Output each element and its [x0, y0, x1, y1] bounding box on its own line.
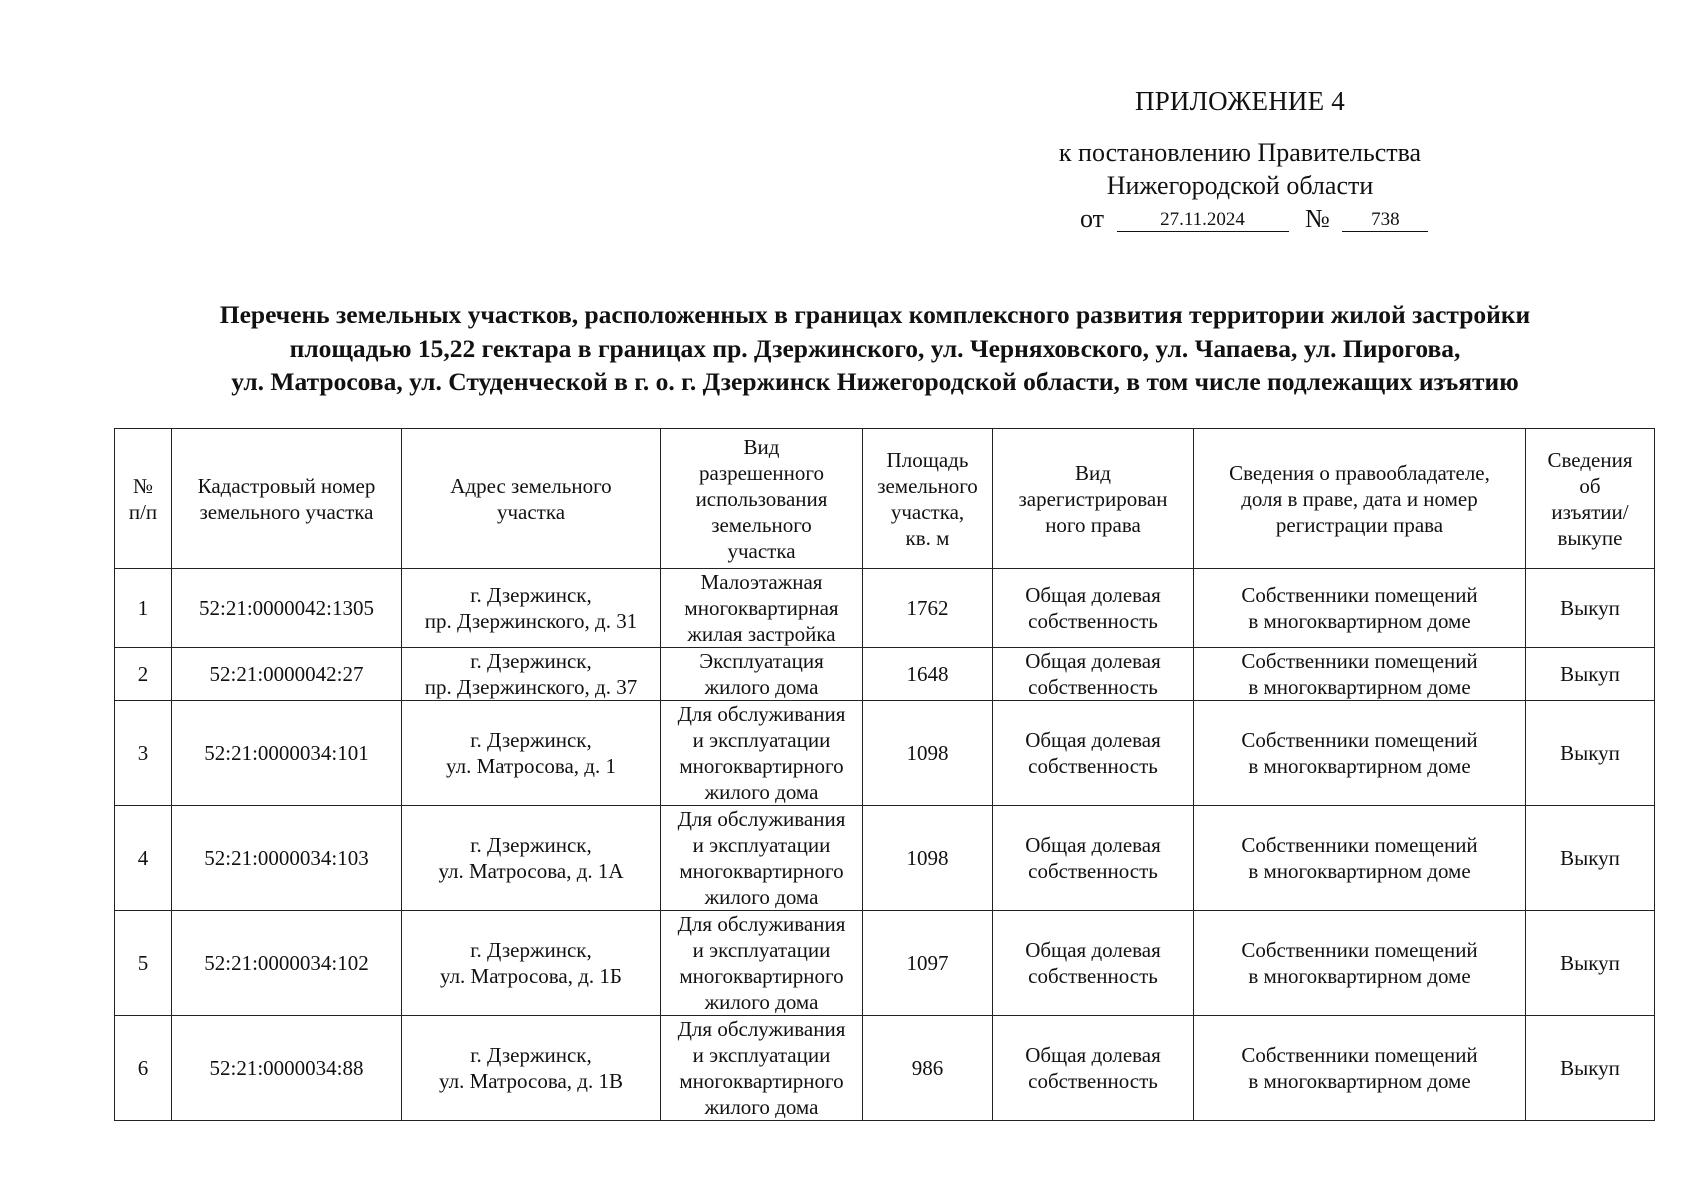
permitted-use-cell: [661, 1016, 863, 1121]
seizure-info-cell: Выкуп: [1526, 648, 1655, 701]
column-header-line: об: [1579, 473, 1601, 498]
cell-line: собственность: [1028, 675, 1158, 699]
table-row: [115, 569, 1655, 648]
right-type-cell: [993, 569, 1194, 648]
cell-line: Собственники помещений: [1241, 938, 1478, 962]
cadastral-number-cell: 52:21:0000042:27: [172, 648, 402, 701]
address-cell: [402, 648, 661, 701]
cell-line: в многоквартирном доме: [1248, 964, 1471, 988]
title-line-2: площадью 15,22 гектара в границах пр. Дзержинского, ул. Черняховского, ул. Чапаева, ул. Пирогова,: [289, 333, 1461, 363]
cell-line: Общая долевая: [1025, 728, 1161, 752]
cell-line: Общая долевая: [1025, 649, 1161, 673]
row-number-cell: 6: [115, 1016, 172, 1121]
cell-line: Общая долевая: [1025, 583, 1161, 607]
column-header-line: Площадь: [886, 447, 969, 472]
cell-line: жилая застройка: [687, 622, 836, 646]
column-header-line: регистрации права: [1275, 512, 1444, 537]
number-sign: №: [1305, 204, 1330, 233]
area-cell: 1762: [863, 569, 993, 648]
right-type-cell: [993, 1016, 1194, 1121]
right-type-cell: [993, 911, 1194, 1016]
decree-reference: [1000, 136, 1480, 202]
right-holder-cell: [1194, 701, 1526, 806]
column-header-line: доля в праве, дата и номер: [1241, 486, 1478, 511]
table-row: [115, 701, 1655, 806]
right-type-cell: [993, 648, 1194, 701]
right-type-cell: [993, 806, 1194, 911]
column-header-line: п/п: [128, 499, 158, 524]
column-header-line: Кадастровый номер: [197, 473, 376, 498]
row-number-cell: 2: [115, 648, 172, 701]
cell-line: г. Дзержинск,: [470, 728, 592, 752]
cell-line: г. Дзержинск,: [470, 938, 592, 962]
seizure-info-cell: Выкуп: [1526, 911, 1655, 1016]
area-cell: 1097: [863, 911, 993, 1016]
column-header-line: выкупе: [1557, 525, 1623, 550]
cell-line: Собственники помещений: [1241, 728, 1478, 752]
column-header-line: участка,: [890, 499, 965, 524]
cell-line: Собственники помещений: [1241, 833, 1478, 857]
cell-line: ул. Матросова, д. 1: [446, 754, 616, 778]
column-header-line: земельного: [877, 473, 978, 498]
cell-line: и эксплуатации: [692, 728, 831, 752]
cadastral-number-cell: 52:21:0000034:103: [172, 806, 402, 911]
cell-line: многоквартирная: [684, 596, 839, 620]
column-header-address: [402, 429, 661, 569]
column-header-line: участка: [496, 499, 566, 524]
cell-line: и эксплуатации: [692, 938, 831, 962]
seizure-info-cell: Выкуп: [1526, 806, 1655, 911]
address-cell: [402, 911, 661, 1016]
cell-line: пр. Дзержинского, д. 31: [424, 609, 638, 633]
right-holder-cell: [1194, 806, 1526, 911]
cell-line: г. Дзержинск,: [470, 1043, 592, 1067]
column-header-right-type: [993, 429, 1194, 569]
table-row: [115, 806, 1655, 911]
address-cell: [402, 806, 661, 911]
cell-line: Общая долевая: [1025, 938, 1161, 962]
right-type-cell: [993, 701, 1194, 806]
right-holder-cell: [1194, 911, 1526, 1016]
row-number-cell: 5: [115, 911, 172, 1016]
decree-date: 27.11.2024: [1117, 209, 1289, 232]
cell-line: жилого дома: [704, 1095, 819, 1119]
cell-line: Малоэтажная: [700, 570, 823, 594]
cadastral-number-cell: 52:21:0000034:101: [172, 701, 402, 806]
table-row: [115, 911, 1655, 1016]
cell-line: в многоквартирном доме: [1248, 609, 1471, 633]
permitted-use-cell: [661, 911, 863, 1016]
cell-line: Собственники помещений: [1241, 649, 1478, 673]
column-header-line: кв. м: [905, 525, 950, 550]
column-header-line: изъятии/: [1551, 499, 1629, 524]
cell-line: многоквартирного: [679, 1069, 844, 1093]
column-header-line: №: [132, 473, 154, 498]
cell-line: Общая долевая: [1025, 1043, 1161, 1067]
right-holder-cell: [1194, 1016, 1526, 1121]
cell-line: и эксплуатации: [692, 1043, 831, 1067]
cell-line: и эксплуатации: [692, 833, 831, 857]
column-header-line: использования: [695, 486, 828, 511]
decree-date-number: [1080, 204, 1428, 234]
seizure-info-cell: Выкуп: [1526, 1016, 1655, 1121]
table-header-row: [115, 429, 1655, 569]
cell-line: собственность: [1028, 964, 1158, 988]
area-cell: 1648: [863, 648, 993, 701]
cell-line: Для обслуживания: [677, 807, 846, 831]
cell-line: Для обслуживания: [677, 1017, 846, 1041]
column-header-line: земельного участка: [199, 499, 374, 524]
row-number-cell: 3: [115, 701, 172, 806]
column-header-line: земельного: [711, 512, 812, 537]
permitted-use-cell: [661, 648, 863, 701]
cell-line: собственность: [1028, 609, 1158, 633]
cell-line: жилого дома: [704, 675, 819, 699]
column-header-line: ного права: [1045, 512, 1141, 537]
cell-line: в многоквартирном доме: [1248, 675, 1471, 699]
cell-line: г. Дзержинск,: [470, 833, 592, 857]
decree-number: 738: [1342, 209, 1428, 232]
area-cell: 1098: [863, 701, 993, 806]
cadastral-number-cell: 52:21:0000034:102: [172, 911, 402, 1016]
title-line-1: Перечень земельных участков, расположенных в границах комплексного развития территории жилой застройки: [219, 300, 1531, 329]
column-header-number: [115, 429, 172, 569]
table-row: [115, 648, 1655, 701]
cell-line: ул. Матросова, д. 1В: [439, 1069, 623, 1093]
title-line-3: ул. Матросова, ул. Студенческой в г. о. г. Дзержинск Нижегородской области, в том числе подлежащих изъятию: [231, 367, 1519, 396]
column-header-cadastral-number: [172, 429, 402, 569]
cell-line: жилого дома: [704, 990, 819, 1014]
cell-line: Общая долевая: [1025, 833, 1161, 857]
decree-line-2: Нижегородской области: [1106, 171, 1374, 200]
cadastral-number-cell: 52:21:0000042:1305: [172, 569, 402, 648]
cell-line: Эксплуатация: [699, 649, 824, 673]
permitted-use-cell: [661, 701, 863, 806]
cell-line: собственность: [1028, 754, 1158, 778]
appendix-heading: ПРИЛОЖЕНИЕ 4: [1135, 86, 1345, 116]
cell-line: жилого дома: [704, 780, 819, 804]
permitted-use-cell: [661, 806, 863, 911]
column-header-permitted-use: [661, 429, 863, 569]
permitted-use-cell: [661, 569, 863, 648]
right-holder-cell: [1194, 648, 1526, 701]
row-number-cell: 1: [115, 569, 172, 648]
column-header-line: Адрес земельного: [450, 473, 612, 498]
cell-line: ул. Матросова, д. 1А: [438, 859, 624, 883]
address-cell: [402, 701, 661, 806]
area-cell: 986: [863, 1016, 993, 1121]
column-header-area: [863, 429, 993, 569]
from-label: от: [1080, 204, 1105, 233]
cell-line: Для обслуживания: [677, 912, 846, 936]
cadastral-number-cell: 52:21:0000034:88: [172, 1016, 402, 1121]
cell-line: Собственники помещений: [1241, 1043, 1478, 1067]
cell-line: в многоквартирном доме: [1248, 754, 1471, 778]
column-header-seizure-info: [1526, 429, 1655, 569]
document-title: [100, 298, 1650, 399]
cell-line: Собственники помещений: [1241, 583, 1478, 607]
column-header-line: участка: [727, 538, 796, 563]
cell-line: многоквартирного: [679, 964, 844, 988]
cell-line: собственность: [1028, 859, 1158, 883]
table-row: [115, 1016, 1655, 1121]
area-cell: 1098: [863, 806, 993, 911]
column-header-line: Вид: [743, 434, 780, 459]
cell-line: г. Дзержинск,: [470, 583, 592, 607]
seizure-info-cell: Выкуп: [1526, 569, 1655, 648]
cell-line: пр. Дзержинского, д. 37: [424, 675, 638, 699]
column-header-right-holder: [1194, 429, 1526, 569]
cell-line: многоквартирного: [679, 754, 844, 778]
cell-line: многоквартирного: [679, 859, 844, 883]
cell-line: Для обслуживания: [677, 702, 846, 726]
cell-line: ул. Матросова, д. 1Б: [440, 964, 622, 988]
decree-line-1: к постановлению Правительства: [1058, 138, 1422, 167]
cell-line: собственность: [1028, 1069, 1158, 1093]
table-body: [115, 569, 1655, 1121]
seizure-info-cell: Выкуп: [1526, 701, 1655, 806]
right-holder-cell: [1194, 569, 1526, 648]
cell-line: в многоквартирном доме: [1248, 859, 1471, 883]
column-header-line: Сведения о правообладателе,: [1229, 460, 1490, 485]
cell-line: в многоквартирном доме: [1248, 1069, 1471, 1093]
address-cell: [402, 569, 661, 648]
cell-line: г. Дзержинск,: [470, 649, 592, 673]
cell-line: жилого дома: [704, 885, 819, 909]
column-header-line: зарегистрирован: [1018, 486, 1168, 511]
column-header-line: Вид: [1075, 460, 1111, 485]
row-number-cell: 4: [115, 806, 172, 911]
column-header-line: разрешенного: [699, 460, 824, 485]
column-header-line: Сведения: [1547, 447, 1633, 472]
address-cell: [402, 1016, 661, 1121]
land-parcels-table: [114, 428, 1655, 1121]
